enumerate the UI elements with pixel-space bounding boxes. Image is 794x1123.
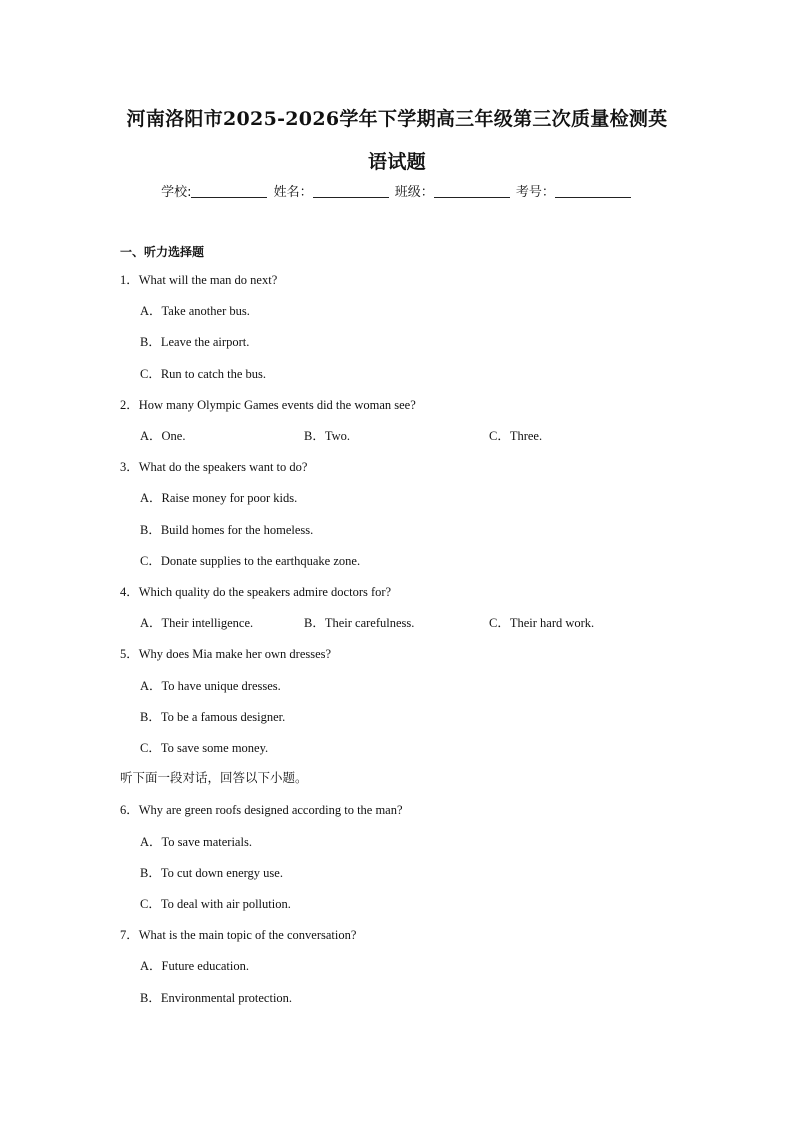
school-label: 学校: [161, 185, 192, 200]
listening-instruction: 听下面一段对话，回答以下小题。 [120, 770, 308, 785]
question-1-option-a: A．Take another bus. [140, 304, 250, 318]
question-6-option-a: A．To save materials. [140, 835, 252, 849]
name-label: 姓名： [273, 185, 313, 200]
section-title: 一、听力选择题 [120, 245, 205, 259]
question-7-option-a: A．Future education. [140, 959, 250, 973]
question-1: 1．What will the man do next? [120, 273, 278, 287]
question-5-option-c: C．To save some money. [140, 741, 269, 755]
question-7: 7．What is the main topic of the conversation? [120, 928, 357, 942]
question-4-option-c: C．Their hard work. [489, 616, 595, 630]
school-blank[interactable] [191, 185, 267, 198]
class-blank[interactable] [434, 185, 510, 198]
name-blank[interactable] [313, 185, 389, 198]
question-4-option-a: A．Their intelligence. [140, 616, 254, 630]
question-2-option-a: A．One. [140, 429, 186, 443]
question-7-option-b: B．Environmental protection. [140, 991, 293, 1005]
exam-title-line-1: 河南洛阳市2025-2026学年下学期高三年级第三次质量检测英 [126, 108, 668, 130]
student-info-row [0, 181, 794, 200]
question-3-option-a: A．Raise money for poor kids. [140, 491, 298, 505]
question-2-option-b: B．Two. [304, 429, 351, 443]
question-5-option-a: A．To have unique dresses. [140, 679, 281, 693]
question-4-option-b: B．Their carefulness. [304, 616, 415, 630]
question-1-option-c: C．Run to catch the bus. [140, 367, 267, 381]
question-6-option-b: B．To cut down energy use. [140, 866, 283, 880]
question-2-option-c: C．Three. [489, 429, 543, 443]
question-5: 5．Why does Mia make her own dresses? [120, 647, 332, 661]
exam-number-label: 考号： [515, 185, 555, 200]
exam-title-line-2: 语试题 [368, 151, 426, 173]
exam-number-blank[interactable] [555, 185, 631, 198]
question-3: 3．What do the speakers want to do? [120, 460, 308, 474]
question-3-option-c: C．Donate supplies to the earthquake zone. [140, 554, 361, 568]
question-5-option-b: B．To be a famous designer. [140, 710, 286, 724]
question-3-option-b: B．Build homes for the homeless. [140, 523, 314, 537]
question-4: 4．Which quality do the speakers admire doctors for? [120, 585, 392, 599]
question-6-option-c: C．To deal with air pollution. [140, 897, 291, 911]
class-label: 班级： [394, 185, 434, 200]
question-2: 2．How many Olympic Games events did the woman see? [120, 398, 416, 412]
question-6: 6．Why are green roofs designed according to the man? [120, 803, 403, 817]
question-1-option-b: B．Leave the airport. [140, 335, 250, 349]
